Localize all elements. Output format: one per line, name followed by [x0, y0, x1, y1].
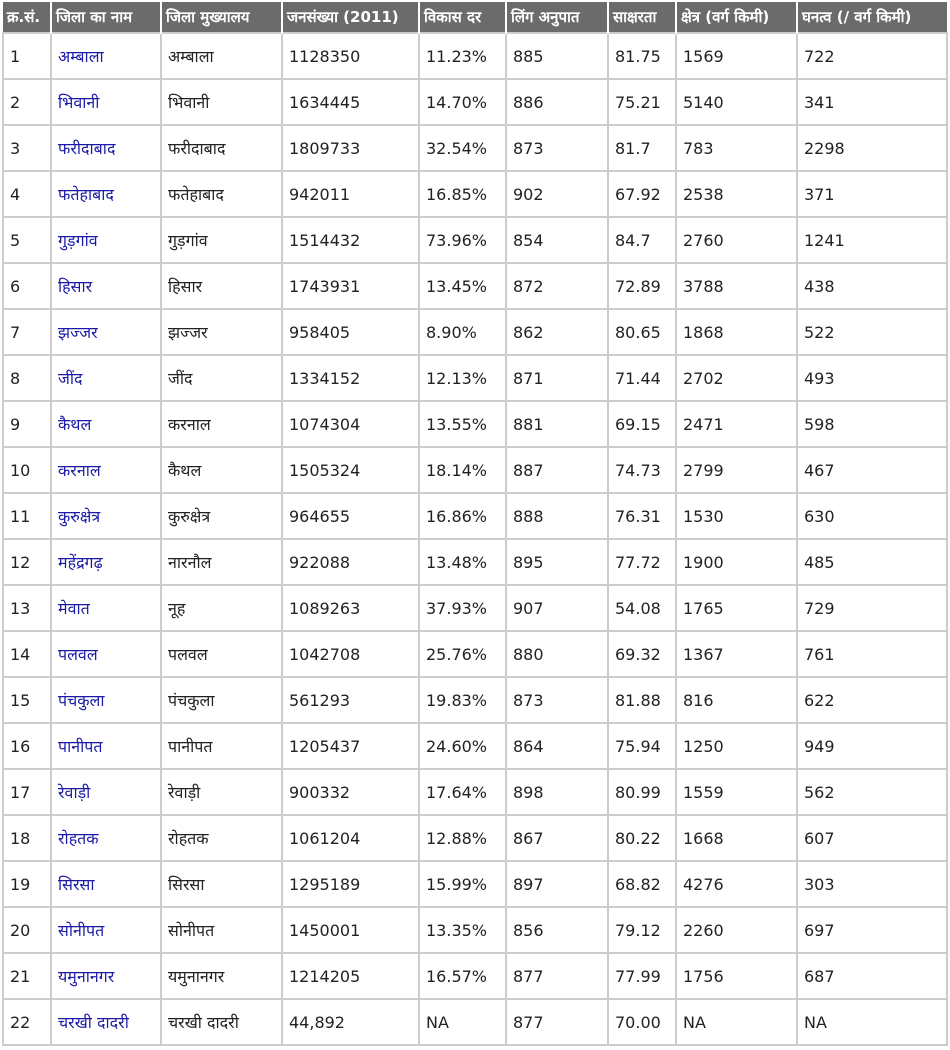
cell-sex-ratio: 907: [506, 585, 608, 631]
cell-literacy: 80.22: [608, 815, 676, 861]
table-row: [3, 171, 947, 217]
cell-literacy: 54.08: [608, 585, 676, 631]
district-link[interactable]: जींद: [51, 355, 161, 401]
cell-sex-ratio: 887: [506, 447, 608, 493]
cell-headquarters: फतेहाबाद: [161, 171, 282, 217]
cell-growth-rate: 16.85%: [419, 171, 506, 217]
cell-growth-rate: 17.64%: [419, 769, 506, 815]
cell-literacy: 77.72: [608, 539, 676, 585]
cell-density: 598: [797, 401, 947, 447]
cell-growth-rate: 15.99%: [419, 861, 506, 907]
cell-growth-rate: NA: [419, 999, 506, 1045]
cell-population: 1214205: [282, 953, 419, 999]
header-area: क्षेत्र (वर्ग किमी): [676, 2, 797, 33]
cell-growth-rate: 13.55%: [419, 401, 506, 447]
cell-area: 1868: [676, 309, 797, 355]
cell-literacy: 81.7: [608, 125, 676, 171]
cell-population: 900332: [282, 769, 419, 815]
cell-density: 729: [797, 585, 947, 631]
cell-area: 1756: [676, 953, 797, 999]
cell-sex-ratio: 885: [506, 33, 608, 79]
cell-density: 722: [797, 33, 947, 79]
cell-growth-rate: 24.60%: [419, 723, 506, 769]
cell-area: 2760: [676, 217, 797, 263]
cell-serial: 7: [3, 309, 51, 355]
cell-sex-ratio: 888: [506, 493, 608, 539]
header-density: घनत्व (/ वर्ग किमी): [797, 2, 947, 33]
cell-serial: 14: [3, 631, 51, 677]
cell-population: 44,892: [282, 999, 419, 1045]
cell-serial: 18: [3, 815, 51, 861]
cell-density: 438: [797, 263, 947, 309]
table-row: [3, 493, 947, 539]
cell-growth-rate: 25.76%: [419, 631, 506, 677]
cell-growth-rate: 32.54%: [419, 125, 506, 171]
cell-growth-rate: 13.35%: [419, 907, 506, 953]
cell-sex-ratio: 898: [506, 769, 608, 815]
district-link[interactable]: भिवानी: [51, 79, 161, 125]
cell-literacy: 67.92: [608, 171, 676, 217]
cell-literacy: 75.21: [608, 79, 676, 125]
cell-literacy: 75.94: [608, 723, 676, 769]
cell-area: 1559: [676, 769, 797, 815]
cell-growth-rate: 73.96%: [419, 217, 506, 263]
header-population: जनसंख्या (2011): [282, 2, 419, 33]
cell-area: NA: [676, 999, 797, 1045]
cell-area: 1530: [676, 493, 797, 539]
district-link[interactable]: गुड़गांव: [51, 217, 161, 263]
district-link[interactable]: फतेहाबाद: [51, 171, 161, 217]
district-link[interactable]: यमुनानगर: [51, 953, 161, 999]
cell-density: 522: [797, 309, 947, 355]
cell-sex-ratio: 864: [506, 723, 608, 769]
cell-population: 1074304: [282, 401, 419, 447]
cell-serial: 11: [3, 493, 51, 539]
cell-density: 562: [797, 769, 947, 815]
table-row: [3, 263, 947, 309]
cell-area: 1367: [676, 631, 797, 677]
cell-headquarters: पंचकुला: [161, 677, 282, 723]
cell-serial: 6: [3, 263, 51, 309]
table-row: [3, 33, 947, 79]
cell-serial: 15: [3, 677, 51, 723]
cell-area: 2260: [676, 907, 797, 953]
header-district-name: जिला का नाम: [51, 2, 161, 33]
cell-headquarters: गुड़गांव: [161, 217, 282, 263]
cell-literacy: 76.31: [608, 493, 676, 539]
cell-headquarters: नूह: [161, 585, 282, 631]
cell-serial: 16: [3, 723, 51, 769]
cell-density: 697: [797, 907, 947, 953]
cell-sex-ratio: 897: [506, 861, 608, 907]
cell-area: 2799: [676, 447, 797, 493]
cell-serial: 2: [3, 79, 51, 125]
cell-area: 1900: [676, 539, 797, 585]
cell-population: 1505324: [282, 447, 419, 493]
cell-sex-ratio: 886: [506, 79, 608, 125]
district-table: [2, 2, 948, 1046]
district-link[interactable]: अम्बाला: [51, 33, 161, 79]
table-row: [3, 401, 947, 447]
cell-growth-rate: 11.23%: [419, 33, 506, 79]
cell-sex-ratio: 854: [506, 217, 608, 263]
cell-sex-ratio: 862: [506, 309, 608, 355]
district-link[interactable]: रेवाड़ी: [51, 769, 161, 815]
cell-literacy: 81.88: [608, 677, 676, 723]
cell-population: 1743931: [282, 263, 419, 309]
cell-literacy: 81.75: [608, 33, 676, 79]
cell-literacy: 77.99: [608, 953, 676, 999]
cell-density: 949: [797, 723, 947, 769]
cell-sex-ratio: 877: [506, 999, 608, 1045]
cell-literacy: 80.65: [608, 309, 676, 355]
table-row: [3, 355, 947, 401]
district-link[interactable]: पंचकुला: [51, 677, 161, 723]
district-link[interactable]: चरखी दादरी: [51, 999, 161, 1045]
cell-growth-rate: 37.93%: [419, 585, 506, 631]
cell-sex-ratio: 895: [506, 539, 608, 585]
cell-density: 1241: [797, 217, 947, 263]
table-row: [3, 815, 947, 861]
district-link[interactable]: पलवल: [51, 631, 161, 677]
cell-sex-ratio: 872: [506, 263, 608, 309]
cell-headquarters: जींद: [161, 355, 282, 401]
district-link[interactable]: सिरसा: [51, 861, 161, 907]
cell-population: 1128350: [282, 33, 419, 79]
cell-headquarters: कैथल: [161, 447, 282, 493]
cell-serial: 21: [3, 953, 51, 999]
cell-density: 622: [797, 677, 947, 723]
cell-density: 341: [797, 79, 947, 125]
table-row: [3, 631, 947, 677]
district-link[interactable]: कुरुक्षेत्र: [51, 493, 161, 539]
cell-growth-rate: 12.13%: [419, 355, 506, 401]
cell-sex-ratio: 873: [506, 677, 608, 723]
cell-headquarters: फरीदाबाद: [161, 125, 282, 171]
cell-literacy: 70.00: [608, 999, 676, 1045]
cell-area: 816: [676, 677, 797, 723]
cell-literacy: 74.73: [608, 447, 676, 493]
cell-headquarters: रेवाड़ी: [161, 769, 282, 815]
cell-headquarters: सोनीपत: [161, 907, 282, 953]
cell-literacy: 69.15: [608, 401, 676, 447]
cell-growth-rate: 16.57%: [419, 953, 506, 999]
cell-sex-ratio: 871: [506, 355, 608, 401]
cell-headquarters: पलवल: [161, 631, 282, 677]
table-row: [3, 585, 947, 631]
cell-sex-ratio: 881: [506, 401, 608, 447]
table-row: [3, 309, 947, 355]
cell-growth-rate: 12.88%: [419, 815, 506, 861]
cell-density: 303: [797, 861, 947, 907]
cell-area: 5140: [676, 79, 797, 125]
cell-population: 1634445: [282, 79, 419, 125]
cell-density: 607: [797, 815, 947, 861]
district-link[interactable]: पानीपत: [51, 723, 161, 769]
cell-density: 467: [797, 447, 947, 493]
cell-sex-ratio: 867: [506, 815, 608, 861]
cell-density: 493: [797, 355, 947, 401]
cell-serial: 17: [3, 769, 51, 815]
table-row: [3, 723, 947, 769]
cell-area: 4276: [676, 861, 797, 907]
cell-sex-ratio: 873: [506, 125, 608, 171]
cell-serial: 1: [3, 33, 51, 79]
cell-area: 3788: [676, 263, 797, 309]
table-row: [3, 79, 947, 125]
cell-headquarters: नारनौल: [161, 539, 282, 585]
cell-population: 922088: [282, 539, 419, 585]
cell-density: 687: [797, 953, 947, 999]
cell-headquarters: पानीपत: [161, 723, 282, 769]
header-headquarters: जिला मुख्यालय: [161, 2, 282, 33]
cell-headquarters: करनाल: [161, 401, 282, 447]
district-link[interactable]: झज्जर: [51, 309, 161, 355]
cell-density: 630: [797, 493, 947, 539]
cell-headquarters: अम्बाला: [161, 33, 282, 79]
cell-area: 783: [676, 125, 797, 171]
cell-growth-rate: 18.14%: [419, 447, 506, 493]
cell-density: 2298: [797, 125, 947, 171]
cell-headquarters: हिसार: [161, 263, 282, 309]
cell-growth-rate: 14.70%: [419, 79, 506, 125]
cell-literacy: 72.89: [608, 263, 676, 309]
cell-literacy: 84.7: [608, 217, 676, 263]
cell-population: 1450001: [282, 907, 419, 953]
cell-density: 485: [797, 539, 947, 585]
cell-serial: 13: [3, 585, 51, 631]
cell-serial: 10: [3, 447, 51, 493]
cell-population: 1334152: [282, 355, 419, 401]
cell-density: 761: [797, 631, 947, 677]
cell-headquarters: भिवानी: [161, 79, 282, 125]
cell-serial: 12: [3, 539, 51, 585]
cell-area: 1668: [676, 815, 797, 861]
cell-sex-ratio: 877: [506, 953, 608, 999]
table-row: [3, 539, 947, 585]
district-link[interactable]: सोनीपत: [51, 907, 161, 953]
table-row: [3, 769, 947, 815]
cell-sex-ratio: 880: [506, 631, 608, 677]
district-link[interactable]: कैथल: [51, 401, 161, 447]
cell-population: 561293: [282, 677, 419, 723]
table-row: [3, 677, 947, 723]
table-body: [3, 33, 947, 1045]
cell-density: 371: [797, 171, 947, 217]
cell-area: 1569: [676, 33, 797, 79]
district-link[interactable]: करनाल: [51, 447, 161, 493]
cell-headquarters: रोहतक: [161, 815, 282, 861]
cell-serial: 19: [3, 861, 51, 907]
cell-serial: 8: [3, 355, 51, 401]
cell-serial: 3: [3, 125, 51, 171]
cell-growth-rate: 8.90%: [419, 309, 506, 355]
table-row: [3, 125, 947, 171]
cell-growth-rate: 13.45%: [419, 263, 506, 309]
cell-area: 2702: [676, 355, 797, 401]
cell-serial: 20: [3, 907, 51, 953]
cell-literacy: 80.99: [608, 769, 676, 815]
table-row: [3, 861, 947, 907]
district-link[interactable]: हिसार: [51, 263, 161, 309]
table-header-row: [3, 2, 947, 33]
cell-literacy: 69.32: [608, 631, 676, 677]
district-link[interactable]: महेंद्रगढ़: [51, 539, 161, 585]
cell-growth-rate: 13.48%: [419, 539, 506, 585]
cell-growth-rate: 16.86%: [419, 493, 506, 539]
table-row: [3, 447, 947, 493]
cell-headquarters: झज्जर: [161, 309, 282, 355]
cell-population: 964655: [282, 493, 419, 539]
district-link[interactable]: फरीदाबाद: [51, 125, 161, 171]
cell-population: 1514432: [282, 217, 419, 263]
table-row: [3, 999, 947, 1045]
cell-headquarters: चरखी दादरी: [161, 999, 282, 1045]
header-serial: क्र.सं.: [3, 2, 51, 33]
cell-population: 958405: [282, 309, 419, 355]
cell-literacy: 71.44: [608, 355, 676, 401]
district-link[interactable]: रोहतक: [51, 815, 161, 861]
cell-sex-ratio: 902: [506, 171, 608, 217]
cell-population: 942011: [282, 171, 419, 217]
cell-growth-rate: 19.83%: [419, 677, 506, 723]
cell-population: 1061204: [282, 815, 419, 861]
header-literacy: साक्षरता: [608, 2, 676, 33]
table-row: [3, 217, 947, 263]
cell-area: 1250: [676, 723, 797, 769]
cell-population: 1809733: [282, 125, 419, 171]
cell-population: 1042708: [282, 631, 419, 677]
cell-population: 1295189: [282, 861, 419, 907]
cell-population: 1205437: [282, 723, 419, 769]
cell-serial: 5: [3, 217, 51, 263]
header-sex-ratio: लिंग अनुपात: [506, 2, 608, 33]
cell-serial: 22: [3, 999, 51, 1045]
cell-literacy: 68.82: [608, 861, 676, 907]
cell-literacy: 79.12: [608, 907, 676, 953]
table-row: [3, 953, 947, 999]
header-growth-rate: विकास दर: [419, 2, 506, 33]
cell-area: 2538: [676, 171, 797, 217]
cell-sex-ratio: 856: [506, 907, 608, 953]
cell-area: 2471: [676, 401, 797, 447]
cell-headquarters: यमुनानगर: [161, 953, 282, 999]
cell-population: 1089263: [282, 585, 419, 631]
cell-area: 1765: [676, 585, 797, 631]
district-link[interactable]: मेवात: [51, 585, 161, 631]
cell-serial: 4: [3, 171, 51, 217]
cell-density: NA: [797, 999, 947, 1045]
cell-serial: 9: [3, 401, 51, 447]
cell-headquarters: सिरसा: [161, 861, 282, 907]
table-row: [3, 907, 947, 953]
cell-headquarters: कुरुक्षेत्र: [161, 493, 282, 539]
